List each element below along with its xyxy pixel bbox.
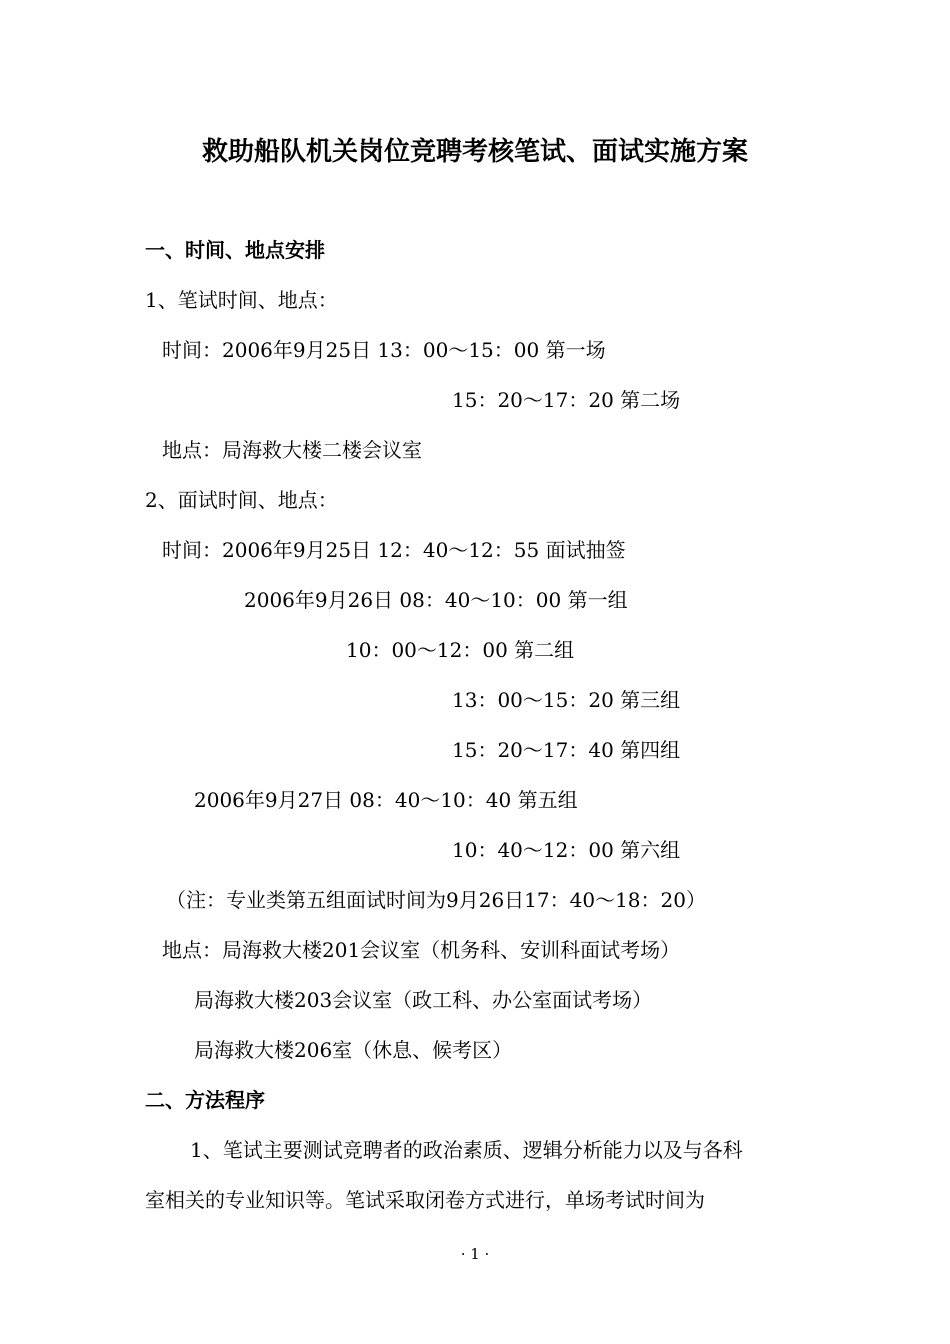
interview-line-5: 15：20～17：40 第四组 <box>452 738 681 762</box>
page-number: · 1 · <box>460 1245 490 1263</box>
interview-heading: 2、面试时间、地点： <box>145 488 338 512</box>
written-location: 地点：局海救大楼二楼会议室 <box>162 438 422 462</box>
interview-line-7: 10：40～12：00 第六组 <box>452 838 681 862</box>
written-time-line-1: 时间：2006年9月25日 13：00～15：00 第一场 <box>162 338 606 362</box>
interview-line-4: 13：00～15：20 第三组 <box>452 688 681 712</box>
written-time-line-2: 15：20～17：20 第二场 <box>452 388 681 412</box>
document-title: 救助船队机关岗位竞聘考核笔试、面试实施方案 <box>201 137 748 167</box>
section2-paragraph-line-2: 室相关的专业知识等。笔试采取闭卷方式进行，单场考试时间为 <box>145 1188 705 1212</box>
section1-heading: 一、时间、地点安排 <box>145 238 325 262</box>
written-heading: 1、笔试时间、地点： <box>145 288 338 312</box>
interview-line-6: 2006年9月27日 08：40～10：40 第五组 <box>194 788 578 812</box>
interview-line-1: 时间：2006年9月25日 12：40～12：55 面试抽签 <box>162 538 626 562</box>
interview-line-3: 10：00～12：00 第二组 <box>346 638 575 662</box>
section2-paragraph-line-1: 1、笔试主要测试竞聘者的政治素质、逻辑分析能力以及与各科 <box>190 1138 743 1162</box>
interview-location-3: 局海救大楼206室（休息、候考区） <box>194 1038 513 1062</box>
interview-location-2: 局海救大楼203会议室（政工科、办公室面试考场） <box>194 988 653 1012</box>
interview-line-2: 2006年9月26日 08：40～10：00 第一组 <box>244 588 628 612</box>
interview-location-1: 地点：局海救大楼201会议室（机务科、安训科面试考场） <box>162 938 681 962</box>
interview-note: （注：专业类第五组面试时间为9月26日17：40～18：20） <box>166 888 706 912</box>
section2-heading: 二、方法程序 <box>145 1088 265 1112</box>
